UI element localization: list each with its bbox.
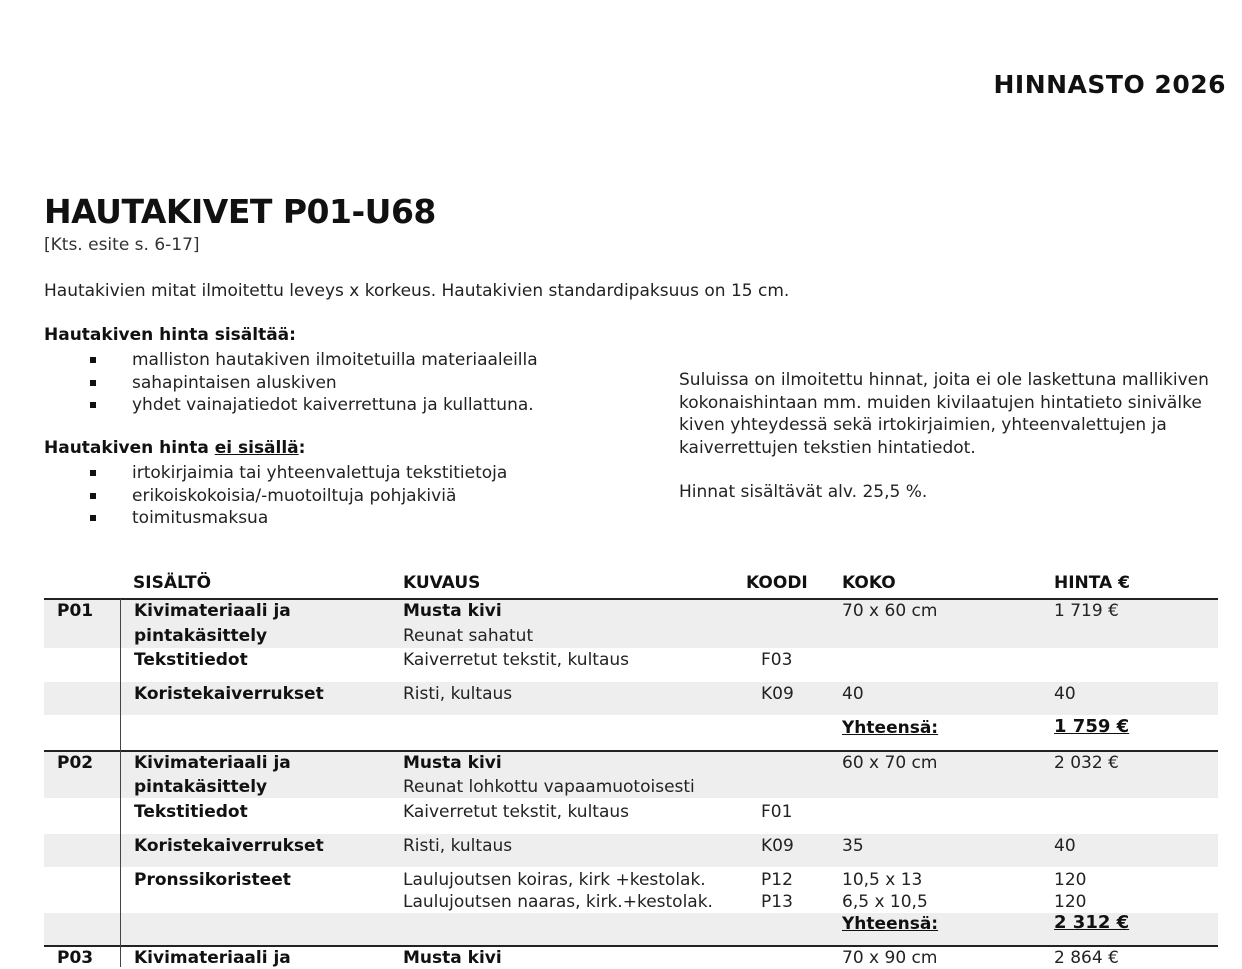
finish-description: Reunat sahatut [403, 626, 534, 646]
text-code: F03 [761, 650, 793, 670]
stone-name: Musta kivi [403, 948, 502, 968]
decoration-label: Koristekaiverrukset [134, 836, 324, 856]
decoration-code: K09 [761, 836, 794, 856]
total-price: 2 312 € [1054, 912, 1130, 933]
column-header-size: KOKO [842, 573, 896, 593]
bronze-size: 10,5 x 13 [842, 870, 923, 890]
document-title: HINNASTO 2026 [993, 70, 1226, 99]
product-code: P01 [57, 601, 94, 621]
material-label: pintakäsittely [134, 777, 268, 797]
column-header-price: HINTA € [1054, 573, 1130, 593]
vat-note: Hinnat sisältävät alv. 25,5 %. [679, 482, 928, 502]
decoration-price: 40 [1054, 836, 1076, 856]
text-description: Kaiverretut tekstit, kultaus [403, 650, 630, 670]
list-item: sahapintaisen aluskiven [88, 372, 538, 395]
brochure-reference: [Kts. esite s. 6-17] [44, 235, 200, 255]
product-code: P03 [57, 948, 94, 968]
total-label: Yhteensä: [842, 914, 939, 934]
text-description: Kaiverretut tekstit, kultaus [403, 802, 630, 822]
column-header-code: KOODI [746, 573, 808, 593]
decoration-price: 40 [1054, 684, 1076, 704]
list-item: yhdet vainajatiedot kaiverrettuna ja kullattuna. [88, 394, 538, 417]
list-item: malliston hautakiven ilmoitetuilla materiaaleilla [88, 349, 538, 372]
material-label: Kivimateriaali ja [134, 753, 291, 773]
column-divider [120, 599, 121, 967]
material-label: Kivimateriaali ja [134, 948, 291, 968]
stone-size: 70 x 60 cm [842, 601, 938, 621]
product-code: P02 [57, 753, 94, 773]
price-note-line: Suluissa on ilmoitettu hinnat, joita ei ole laskettuna mallikiven [679, 370, 1209, 390]
excludes-heading [44, 438, 305, 458]
stone-size: 60 x 70 cm [842, 753, 938, 773]
text-label: Tekstitiedot [134, 802, 248, 822]
intro-text: Hautakivien mitat ilmoitettu leveys x korkeus. Hautakivien standardipaksuus on 15 cm. [44, 281, 790, 301]
list-item: toimitusmaksua [88, 507, 507, 530]
decoration-size: 35 [842, 836, 864, 856]
decoration-description: Risti, kultaus [403, 684, 513, 704]
material-label: Kivimateriaali ja [134, 601, 291, 621]
decoration-code: K09 [761, 684, 794, 704]
list-item: irtokirjaimia tai yhteenvalettuja tekstitietoja [88, 462, 507, 485]
bronze-description: Laulujoutsen koiras, kirk +kestolak. [403, 870, 706, 890]
includes-list [88, 349, 538, 417]
excludes-heading-emphasis: ei sisällä [214, 438, 299, 458]
stone-price: 1 719 € [1054, 601, 1119, 621]
stone-size: 70 x 90 cm [842, 948, 938, 968]
price-note-line: kokonaishintaan mm. muiden kivilaatujen hintatieto sinivälke [679, 392, 1202, 413]
excludes-list [88, 462, 507, 530]
list-item: erikoiskokoisia/-muotoiltuja pohjakiviä [88, 485, 507, 508]
decoration-label: Koristekaiverrukset [134, 684, 324, 704]
stone-price: 2 864 € [1054, 948, 1119, 968]
excludes-heading-prefix: Hautakiven hinta [44, 438, 215, 458]
price-note [679, 369, 1209, 459]
stone-name: Musta kivi [403, 753, 502, 773]
bronze-size: 6,5 x 10,5 [842, 892, 928, 912]
text-code: F01 [761, 802, 793, 822]
decoration-description: Risti, kultaus [403, 836, 513, 856]
stone-price: 2 032 € [1054, 753, 1119, 773]
bronze-price: 120 [1054, 870, 1087, 890]
column-header-content: SISÄLTÖ [133, 573, 212, 593]
bronze-label: Pronssikoristeet [134, 870, 291, 890]
total-label: Yhteensä: [842, 718, 939, 738]
excludes-heading-suffix: : [298, 438, 306, 458]
price-note-line: kiven yhteydessä sekä irtokirjaimien, yhteenvalettujen ja [679, 415, 1167, 435]
price-note-line: kaiverrettujen tekstien hintatiedot. [679, 437, 976, 458]
bronze-price: 120 [1054, 892, 1087, 912]
row-band [44, 913, 1218, 945]
material-label: pintakäsittely [134, 626, 268, 646]
finish-description: Reunat lohkottu vapaamuotoisesti [403, 777, 695, 797]
section-title: HAUTAKIVET P01-U68 [44, 192, 436, 231]
includes-heading: Hautakiven hinta sisältää: [44, 325, 296, 345]
bronze-description: Laulujoutsen naaras, kirk.+kestolak. [403, 892, 713, 912]
column-header-description: KUVAUS [403, 573, 481, 593]
bronze-code: P12 [761, 870, 793, 890]
stone-name: Musta kivi [403, 601, 502, 621]
total-price: 1 759 € [1054, 716, 1130, 737]
bronze-code: P13 [761, 892, 793, 912]
text-label: Tekstitiedot [134, 650, 248, 670]
decoration-size: 40 [842, 684, 864, 704]
